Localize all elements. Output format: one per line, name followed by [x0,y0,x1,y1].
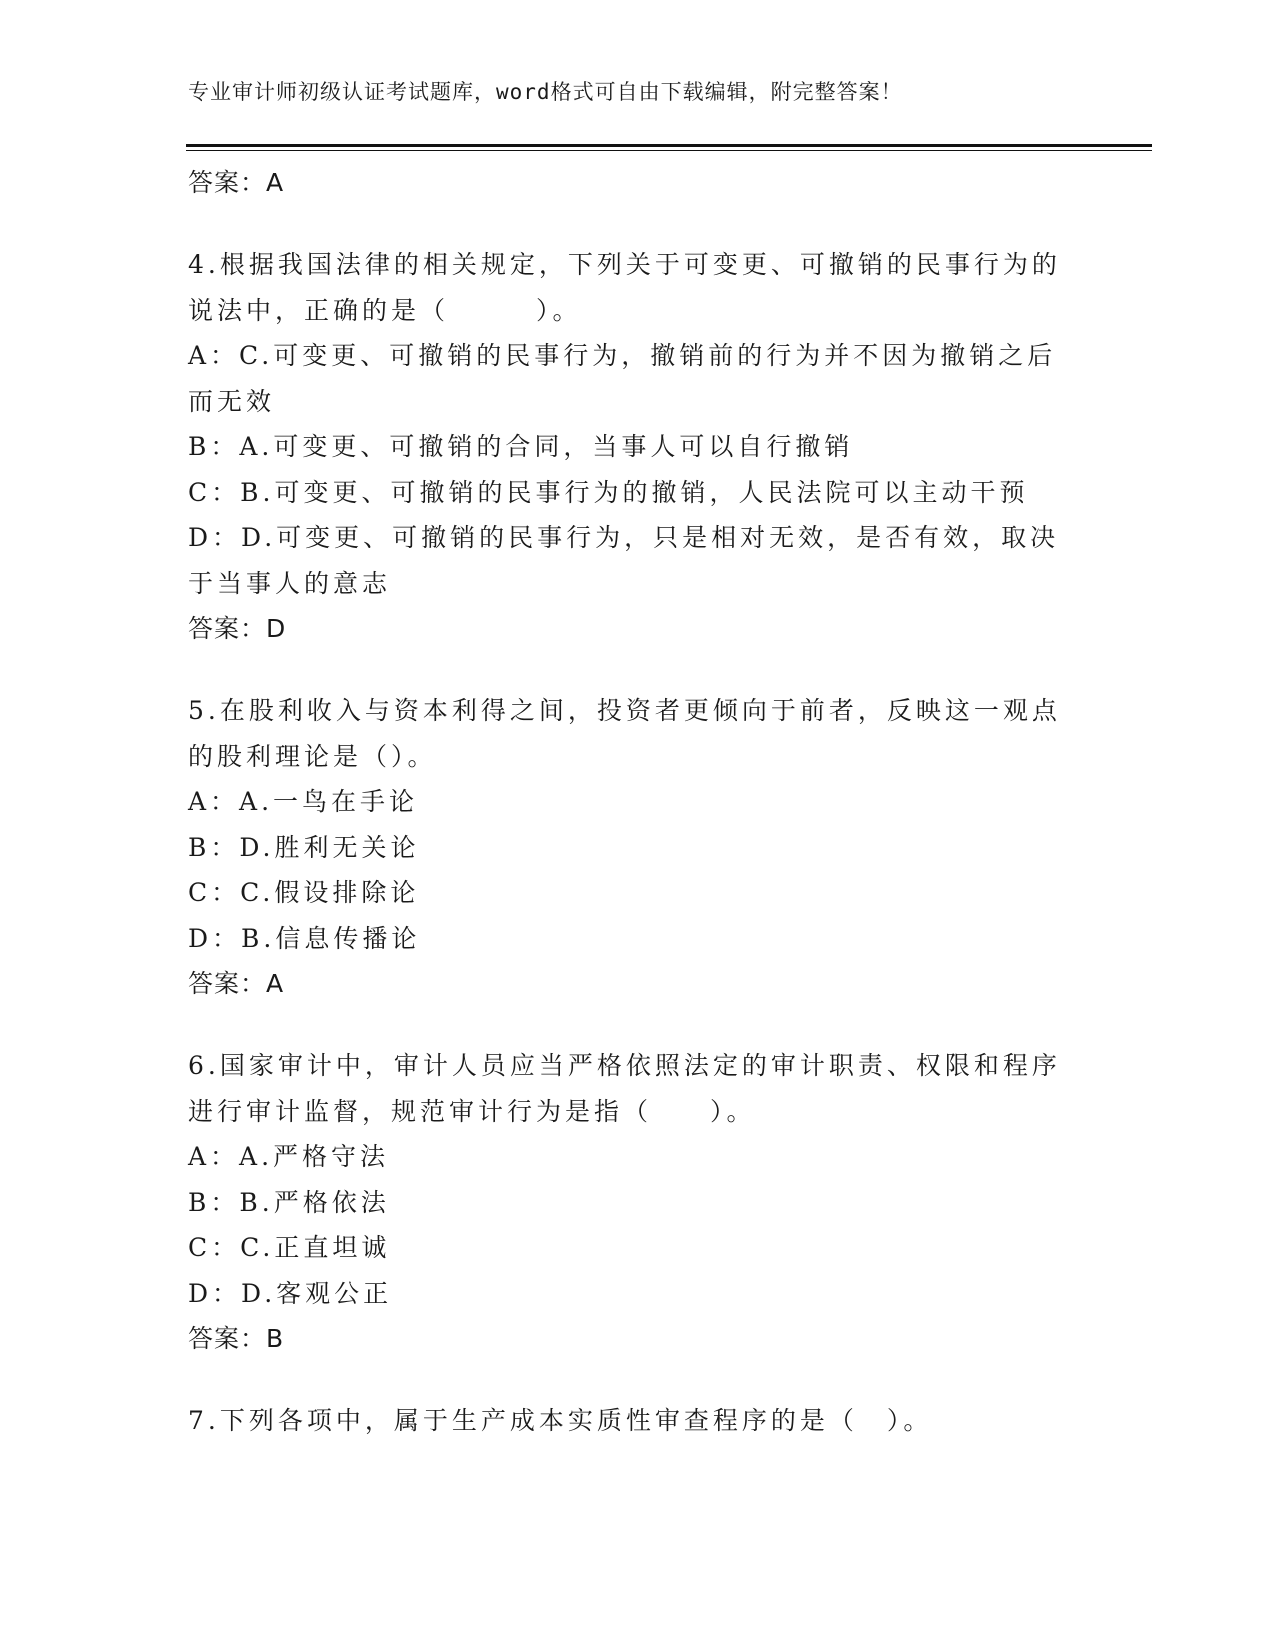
option-b: B：D.胜利无关论 [188,832,420,862]
answer-line: 答案：B [188,1324,285,1353]
question-6 [188,1043,1088,1362]
answer-line: 答案：D [188,614,287,643]
answer-line: 答案：A [188,969,285,998]
page-header: 专业审计师初级认证考试题库，word格式可自由下载编辑，附完整答案！ [188,80,903,104]
option-d: D：D.可变更、可撤销的民事行为，只是相对无效，是否有效，取决于当事人的意志 [188,523,1060,598]
question-4 [188,242,1088,652]
option-a: A：C.可变更、可撤销的民事行为，撤销前的行为并不因为撤销之后而无效 [188,341,1057,416]
header-divider-thin [186,150,1152,151]
question-list [188,160,1088,1444]
header-divider-thick [186,144,1152,147]
option-b: B：A.可变更、可撤销的合同，当事人可以自行撤销 [188,432,854,461]
option-c: C：B.可变更、可撤销的民事行为的撤销，人民法院可以主动干预 [188,477,1029,507]
option-d: D：B.信息传播论 [188,923,421,953]
option-d: D：D.客观公正 [188,1278,393,1308]
option-a: A：A.严格守法 [188,1142,390,1171]
option-b: B：B.严格依法 [188,1187,390,1217]
question-stem: 6.国家审计中，审计人员应当严格依照法定的审计职责、权限和程序进行审计监督，规范审计行为是指（ ）。 [188,1051,1061,1126]
option-c: C：C.正直坦诚 [188,1233,391,1262]
question-stem: 5.在股利收入与资本利得之间，投资者更倾向于前者，反映这一观点的股利理论是（）。 [188,696,1061,771]
question-5 [188,688,1088,1007]
option-c: C：C.假设排除论 [188,878,420,907]
question-7 [188,1398,1088,1444]
question-stem: 4.根据我国法律的相关规定，下列关于可变更、可撤销的民事行为的说法中，正确的是（ ）。 [188,250,1061,325]
answer-line: 答案：A [188,168,285,197]
question-stem: 7.下列各项中，属于生产成本实质性审查程序的是（ ）。 [188,1406,933,1435]
option-a: A：A.一鸟在手论 [188,787,419,816]
